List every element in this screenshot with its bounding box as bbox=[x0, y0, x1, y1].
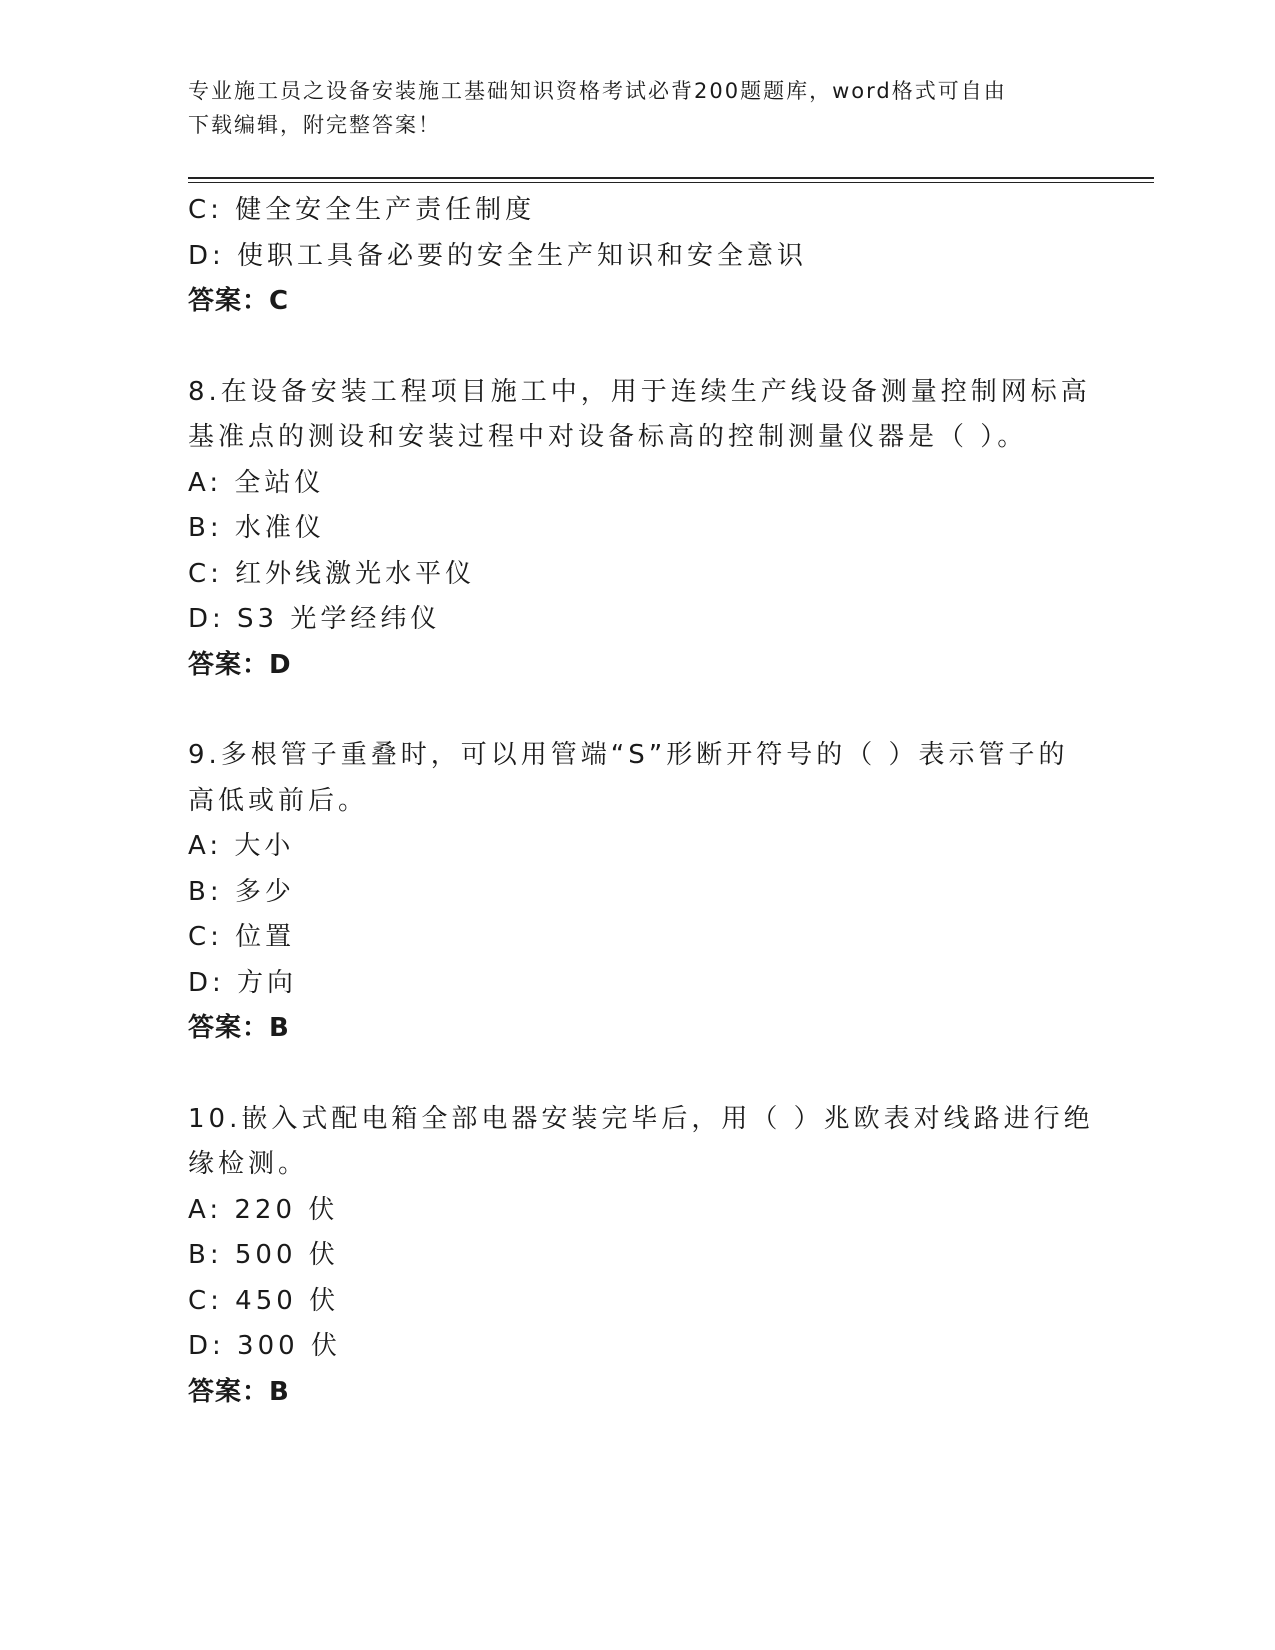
option-line: B: 水准仪 bbox=[188, 513, 325, 543]
option-line: D: 方向 bbox=[188, 967, 298, 998]
option-line: A: 大小 bbox=[188, 831, 295, 861]
header-line-1: 专业施工员之设备安装施工基础知识资格考试必背200题题库，word格式可自由 bbox=[188, 79, 1007, 103]
question-text: 基准点的测设和安装过程中对设备标高的控制测量仪器是（ ）。 bbox=[188, 422, 1028, 452]
header-divider-thick bbox=[188, 177, 1154, 179]
option-line: B: 多少 bbox=[188, 876, 295, 907]
question-text: 高低或前后。 bbox=[188, 785, 369, 816]
answer-line: 答案：C bbox=[188, 286, 290, 316]
question-content bbox=[188, 188, 1094, 1415]
question-text: 8.在设备安装工程项目施工中，用于连续生产线设备测量控制网标高 bbox=[188, 376, 1091, 407]
option-line: C: 红外线激光水平仪 bbox=[188, 558, 476, 589]
answer-line: 答案：B bbox=[188, 1376, 290, 1407]
document-header bbox=[188, 74, 1068, 142]
answer-line: 答案：B bbox=[188, 1013, 290, 1043]
answer-line: 答案：D bbox=[188, 649, 292, 680]
option-line: A: 全站仪 bbox=[188, 467, 325, 498]
option-line: D: 300 伏 bbox=[188, 1331, 341, 1361]
question-text: 缘检测。 bbox=[188, 1149, 309, 1179]
spacer bbox=[188, 688, 1088, 733]
question-text: 10.嵌入式配电箱全部电器安装完毕后，用（ ）兆欧表对线路进行绝 bbox=[188, 1103, 1094, 1134]
option-line: D: 使职工具备必要的安全生产知识和安全意识 bbox=[188, 240, 808, 271]
option-line: C: 450 伏 bbox=[188, 1285, 340, 1316]
option-line: B: 500 伏 bbox=[188, 1240, 339, 1270]
question-text: 9.多根管子重叠时，可以用管端“S”形断开符号的（ ）表示管子的 bbox=[188, 740, 1069, 770]
option-line: A: 220 伏 bbox=[188, 1194, 339, 1225]
option-line: C: 位置 bbox=[188, 922, 296, 952]
spacer bbox=[188, 325, 1088, 370]
header-line-2: 下载编辑，附完整答案！ bbox=[188, 113, 441, 137]
option-line: D: S3 光学经纬仪 bbox=[188, 604, 441, 634]
option-line: C: 健全安全生产责任制度 bbox=[188, 195, 536, 225]
header-divider-thin bbox=[188, 182, 1154, 183]
spacer bbox=[188, 1052, 1088, 1097]
